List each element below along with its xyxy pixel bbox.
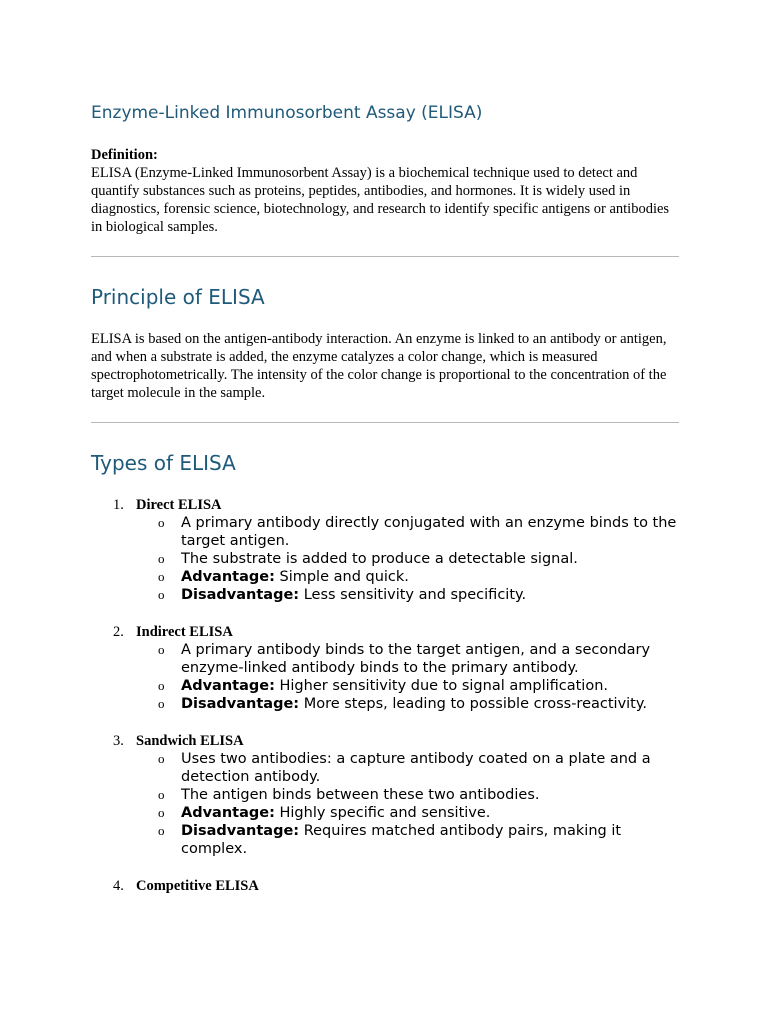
bullet-marker: o xyxy=(158,515,165,530)
bullet-item: o A primary antibody binds to the target antigen, and a secondary enzyme-linked antibody binds to the primary antibody. xyxy=(158,642,651,676)
definition-label: Definition: xyxy=(91,147,158,163)
bullet-marker: o xyxy=(158,751,165,766)
type-name: Direct ELISA xyxy=(136,497,222,513)
type-number: 4. xyxy=(113,878,124,894)
divider xyxy=(91,256,679,257)
type-name: Competitive ELISA xyxy=(136,878,259,894)
types-heading: Types of ELISA xyxy=(91,451,236,475)
type-bullet-list xyxy=(91,514,679,604)
type-bullet-list xyxy=(91,641,679,713)
type-number: 1. xyxy=(113,497,124,513)
bullet-item: o Disadvantage: Requires matched antibody pairs, making it complex. xyxy=(158,823,622,857)
bullet-item: o The antigen binds between these two antibodies. xyxy=(158,787,540,803)
bullet-marker: o xyxy=(158,587,165,602)
type-name: Indirect ELISA xyxy=(136,624,233,640)
bullet-item: o The substrate is added to produce a detectable signal. xyxy=(158,551,578,567)
bullet-marker: o xyxy=(158,805,165,820)
definition-text: ELISA (Enzyme-Linked Immunosorbent Assay) is a biochemical technique used to detect and quantify substances such as proteins, peptides, antibodies, and hormones. It is widely used in diagnostics, forensic science, biotechnology, and research to identify specific antigens or antibodies in biological samples. xyxy=(91,165,670,235)
bullet-item: o Advantage: Simple and quick. xyxy=(158,569,409,585)
bullet-marker: o xyxy=(158,787,165,802)
type-bullet-list xyxy=(91,750,679,858)
bullet-marker: o xyxy=(158,642,165,657)
bullet-item: o A primary antibody directly conjugated with an enzyme binds to the target antigen. xyxy=(158,515,677,549)
principle-heading: Principle of ELISA xyxy=(91,285,265,309)
principle-text: ELISA is based on the antigen-antibody interaction. An enzyme is linked to an antibody or antigen, and when a substrate is added, the enzyme catalyzes a color change, which is measured spectrophotometrically. The intensity of the color change is proportional to the concentration of the target molecule in the sample. xyxy=(91,331,667,401)
bullet-marker: o xyxy=(158,823,165,838)
type-number: 2. xyxy=(113,624,124,640)
bullet-item: o Advantage: Higher sensitivity due to signal amplification. xyxy=(158,678,609,694)
bullet-marker: o xyxy=(158,678,165,693)
bullet-item: o Uses two antibodies: a capture antibody coated on a plate and a detection antibody. xyxy=(158,751,651,785)
bullet-item: o Advantage: Highly specific and sensitive. xyxy=(158,805,491,821)
bullet-marker: o xyxy=(158,696,165,711)
bullet-item: o Disadvantage: Less sensitivity and specificity. xyxy=(158,587,527,603)
bullet-marker: o xyxy=(158,569,165,584)
type-number: 3. xyxy=(113,733,124,749)
bullet-marker: o xyxy=(158,551,165,566)
divider xyxy=(91,422,679,423)
type-name: Sandwich ELISA xyxy=(136,733,244,749)
bullet-item: o Disadvantage: More steps, leading to possible cross-reactivity. xyxy=(158,696,647,712)
document-title: Enzyme-Linked Immunosorbent Assay (ELISA) xyxy=(91,103,483,123)
